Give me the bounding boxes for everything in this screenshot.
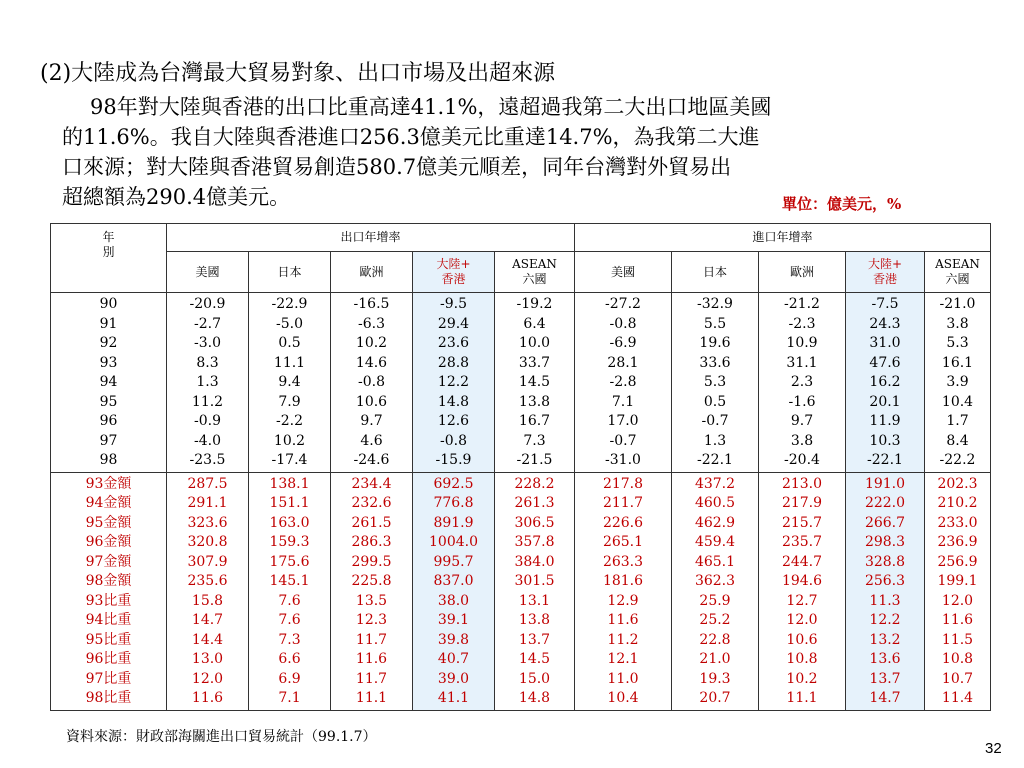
region-header-cell bbox=[413, 252, 495, 293]
table-value: 31.0 bbox=[869, 335, 901, 351]
table-value: 306.5 bbox=[514, 514, 555, 531]
table-value: -0.9 bbox=[194, 413, 221, 429]
table-value: 19.3 bbox=[699, 670, 731, 687]
table-value: 25.9 bbox=[699, 592, 731, 609]
table-value: 226.6 bbox=[602, 514, 644, 531]
table-value: 13.5 bbox=[355, 592, 388, 609]
table-value: 151.1 bbox=[269, 495, 310, 511]
value-cell bbox=[167, 293, 249, 473]
table-value: 11.2 bbox=[607, 631, 639, 648]
table-value: 11.1 bbox=[786, 690, 818, 706]
region-header-cell bbox=[846, 252, 925, 293]
table-value: 301.5 bbox=[514, 573, 555, 589]
table-value: 6.6 bbox=[278, 651, 301, 667]
table-value: 39.1 bbox=[437, 612, 470, 628]
table-value: -0.8 bbox=[358, 374, 385, 390]
table-value: -21.5 bbox=[516, 452, 553, 468]
table-value: -19.2 bbox=[516, 296, 553, 312]
table-value: 692.5 bbox=[433, 475, 474, 492]
table-value: 323.6 bbox=[187, 514, 228, 531]
table-value: 11.5 bbox=[941, 631, 974, 648]
value-cell bbox=[495, 293, 575, 473]
table-value: 13.8 bbox=[518, 393, 551, 410]
table-value: -0.8 bbox=[609, 315, 637, 332]
value-cell bbox=[846, 472, 925, 710]
table-value: 11.9 bbox=[869, 413, 901, 429]
table-value: -2.8 bbox=[609, 374, 637, 390]
value-cell bbox=[759, 293, 846, 473]
table-value: -21.0 bbox=[939, 296, 976, 312]
table-value: -31.0 bbox=[605, 452, 641, 468]
table-value: 225.8 bbox=[351, 573, 392, 589]
value-cell bbox=[575, 472, 672, 710]
region-header-cell bbox=[331, 252, 413, 293]
table-value: 12.1 bbox=[607, 651, 639, 667]
region-header-text: 大陸+ bbox=[436, 257, 471, 271]
table-value: 20.1 bbox=[869, 393, 901, 410]
table-value: 191.0 bbox=[864, 475, 906, 492]
table-value: 12.2 bbox=[869, 612, 901, 628]
table-value: 7.6 bbox=[278, 592, 301, 609]
table-value: 261.3 bbox=[514, 495, 555, 511]
table-value: 14.4 bbox=[191, 631, 224, 648]
table-value: 11.0 bbox=[607, 670, 639, 687]
table-value: 328.8 bbox=[864, 553, 906, 570]
paragraph-line: 超總額為290.4億美元。 bbox=[62, 185, 291, 209]
table-value: 38.0 bbox=[437, 592, 470, 609]
table-value: 256.9 bbox=[937, 553, 978, 570]
region-header-cell bbox=[167, 252, 249, 293]
table-value: 233.0 bbox=[937, 514, 978, 531]
region-header-text: 香港 bbox=[441, 272, 466, 286]
table-value: 28.1 bbox=[607, 354, 639, 371]
table-value: 298.3 bbox=[864, 534, 906, 550]
row-label: 94 bbox=[99, 374, 118, 390]
table-value: -4.0 bbox=[194, 432, 221, 449]
table-value: 384.0 bbox=[514, 553, 555, 570]
table-value: -2.2 bbox=[276, 413, 303, 429]
region-header-text: 歐洲 bbox=[789, 264, 814, 279]
value-cell bbox=[672, 293, 759, 473]
row-label: 95 bbox=[99, 393, 118, 410]
table-value: 1004.0 bbox=[429, 534, 478, 550]
table-value: 9.4 bbox=[278, 374, 301, 390]
row-label: 91 bbox=[99, 315, 118, 332]
amount-share-block bbox=[51, 472, 991, 710]
table-value: 7.6 bbox=[278, 612, 301, 628]
table-value: 12.9 bbox=[607, 592, 639, 609]
table-value: 7.1 bbox=[278, 690, 301, 706]
table-value: 23.6 bbox=[437, 335, 470, 351]
value-cell bbox=[413, 472, 495, 710]
table-value: -0.7 bbox=[701, 413, 729, 429]
table-value: 10.3 bbox=[869, 432, 901, 449]
table-value: 14.7 bbox=[869, 690, 901, 706]
table-value: 15.8 bbox=[191, 592, 224, 609]
table-value: 0.5 bbox=[703, 393, 727, 410]
region-header-text: 美國 bbox=[610, 264, 635, 279]
row-label: 95金額 bbox=[85, 514, 132, 531]
import-growth-header: 進口年增率 bbox=[575, 224, 991, 252]
value-cell bbox=[249, 472, 331, 710]
region-header-text: 美國 bbox=[195, 264, 220, 279]
table-value: -1.6 bbox=[788, 393, 816, 410]
table-value: 163.0 bbox=[269, 514, 310, 531]
table-value: 12.6 bbox=[437, 413, 470, 429]
table-value: 10.4 bbox=[941, 393, 974, 410]
table-value: 10.2 bbox=[786, 670, 818, 687]
table-value: 11.1 bbox=[355, 690, 388, 706]
table-value: 31.1 bbox=[786, 354, 818, 371]
region-header-text: ASEAN bbox=[935, 257, 980, 271]
table-value: 2.3 bbox=[790, 374, 814, 390]
row-label: 93 bbox=[99, 354, 118, 371]
year-header-cell bbox=[51, 224, 167, 293]
table-value: 299.5 bbox=[351, 553, 392, 570]
row-label: 92 bbox=[99, 335, 118, 351]
table-value: 837.0 bbox=[433, 573, 474, 589]
table-value: 7.9 bbox=[278, 393, 301, 410]
table-value: 33.6 bbox=[699, 354, 731, 371]
value-cell bbox=[331, 472, 413, 710]
table-value: 357.8 bbox=[514, 534, 555, 550]
table-value: 0.5 bbox=[278, 335, 301, 351]
table-value: 11.4 bbox=[941, 690, 974, 706]
row-label: 96 bbox=[99, 413, 118, 429]
paragraph-line: 口來源；對大陸與香港貿易創造580.7億美元順差，同年台灣對外貿易出 bbox=[62, 155, 732, 179]
table-value: 222.0 bbox=[864, 495, 906, 511]
value-cell bbox=[925, 293, 991, 473]
table-value: 1.7 bbox=[946, 413, 969, 429]
group-header-row bbox=[51, 224, 991, 252]
region-header-cell bbox=[759, 252, 846, 293]
table-value: 263.3 bbox=[602, 553, 644, 570]
year-header-line-1: 年 bbox=[102, 230, 115, 244]
table-value: -2.3 bbox=[788, 315, 816, 332]
table-value: 11.3 bbox=[869, 592, 901, 609]
table-value: 39.8 bbox=[437, 631, 470, 648]
table-value: 13.7 bbox=[518, 631, 551, 648]
table-value: 14.8 bbox=[518, 690, 551, 706]
value-cell bbox=[331, 293, 413, 473]
table-value: 1.3 bbox=[703, 432, 727, 449]
table-value: 175.6 bbox=[269, 553, 310, 570]
table-value: 286.3 bbox=[351, 534, 392, 550]
table-value: 891.9 bbox=[433, 514, 474, 531]
table-value: 12.0 bbox=[941, 592, 974, 609]
trade-table bbox=[50, 223, 991, 711]
table-value: 320.8 bbox=[187, 534, 228, 550]
table-value: 1.3 bbox=[196, 374, 219, 390]
unit-note: 單位：億美元，% bbox=[782, 195, 902, 213]
region-header-text: ASEAN bbox=[512, 257, 557, 271]
value-cell bbox=[249, 293, 331, 473]
region-header-row bbox=[51, 252, 991, 293]
table-value: 256.3 bbox=[864, 573, 906, 589]
table-value: 211.7 bbox=[602, 495, 644, 511]
table-value: 14.6 bbox=[355, 354, 388, 371]
table-value: 25.2 bbox=[699, 612, 731, 628]
table-value: 11.1 bbox=[273, 354, 306, 371]
table-value: 7.1 bbox=[611, 393, 635, 410]
table-value: 12.0 bbox=[786, 612, 818, 628]
table-value: 4.6 bbox=[360, 432, 383, 449]
value-cell bbox=[759, 472, 846, 710]
region-header-cell bbox=[575, 252, 672, 293]
table-value: 307.9 bbox=[187, 553, 228, 570]
table-value: 12.7 bbox=[786, 592, 818, 609]
table-value: -15.9 bbox=[435, 452, 472, 468]
table-value: 7.3 bbox=[523, 432, 546, 449]
table-value: 228.2 bbox=[514, 475, 555, 492]
table-value: 159.3 bbox=[269, 534, 310, 550]
value-cell bbox=[925, 472, 991, 710]
table-value: 462.9 bbox=[694, 514, 736, 531]
region-header-text: 六國 bbox=[945, 272, 970, 286]
table-value: -27.2 bbox=[605, 296, 641, 312]
table-value: 5.3 bbox=[703, 374, 727, 390]
table-value: 9.7 bbox=[790, 413, 814, 429]
table-value: 5.3 bbox=[946, 335, 969, 351]
value-cell bbox=[846, 293, 925, 473]
region-header-text: 大陸+ bbox=[867, 257, 903, 271]
row-label-cell bbox=[51, 293, 167, 473]
table-value: 235.7 bbox=[781, 534, 823, 550]
table-value: -6.9 bbox=[609, 335, 637, 351]
table-value: 10.7 bbox=[941, 670, 974, 687]
row-label-cell bbox=[51, 472, 167, 710]
table-value: 995.7 bbox=[433, 553, 474, 570]
table-value: 13.2 bbox=[869, 631, 901, 648]
table-value: 5.5 bbox=[703, 315, 727, 332]
table-value: 39.0 bbox=[437, 670, 470, 687]
table-value: 13.6 bbox=[869, 651, 901, 667]
table-value: 40.7 bbox=[437, 651, 470, 667]
table-value: 244.7 bbox=[781, 553, 823, 570]
table-value: 21.0 bbox=[699, 651, 731, 667]
table-value: 217.9 bbox=[781, 495, 823, 511]
table-value: 217.8 bbox=[602, 475, 644, 492]
table-value: 7.3 bbox=[278, 631, 301, 648]
value-cell bbox=[672, 472, 759, 710]
table-value: 14.5 bbox=[518, 651, 551, 667]
value-cell bbox=[167, 472, 249, 710]
table-value: 13.1 bbox=[518, 592, 551, 609]
table-value: 362.3 bbox=[694, 573, 736, 589]
table-value: 9.7 bbox=[360, 413, 383, 429]
table-value: 13.0 bbox=[191, 651, 224, 667]
row-label: 98 bbox=[99, 452, 118, 468]
table-value: -22.2 bbox=[939, 452, 976, 468]
table-value: 22.8 bbox=[699, 631, 731, 648]
table-value: 10.2 bbox=[273, 432, 306, 449]
table-value: 13.7 bbox=[869, 670, 901, 687]
export-growth-header: 出口年增率 bbox=[167, 224, 575, 252]
table-value: -5.0 bbox=[276, 315, 303, 332]
table-value: 776.8 bbox=[433, 495, 474, 511]
table-value: -0.8 bbox=[440, 432, 467, 449]
table-value: 236.9 bbox=[937, 534, 978, 550]
table-value: 11.7 bbox=[355, 631, 388, 648]
table-value: -16.5 bbox=[353, 296, 390, 312]
value-cell bbox=[495, 472, 575, 710]
table-value: 194.6 bbox=[781, 573, 823, 589]
paragraph-line: 98年對大陸與香港的出口比重高達41.1%，遠超過我第二大出口地區美國 bbox=[90, 95, 772, 119]
table-value: 465.1 bbox=[694, 553, 736, 570]
table-value: 287.5 bbox=[187, 475, 228, 492]
table-value: 181.6 bbox=[602, 573, 644, 589]
value-cell bbox=[413, 293, 495, 473]
region-header-cell bbox=[249, 252, 331, 293]
page-number: 32 bbox=[985, 740, 1002, 757]
table-value: 28.8 bbox=[437, 354, 470, 371]
table-value: 16.1 bbox=[941, 354, 974, 371]
table-value: 459.4 bbox=[694, 534, 736, 550]
table-value: -21.2 bbox=[784, 296, 820, 312]
row-label: 93比重 bbox=[85, 592, 132, 609]
table-value: 3.9 bbox=[946, 374, 969, 390]
table-value: -0.7 bbox=[609, 432, 637, 449]
table-value: 261.5 bbox=[351, 514, 392, 531]
table-value: 11.6 bbox=[191, 690, 224, 706]
table-value: 20.7 bbox=[699, 690, 731, 706]
table-value: 235.6 bbox=[187, 573, 228, 589]
row-label: 94比重 bbox=[85, 612, 132, 628]
table-value: 11.6 bbox=[941, 612, 974, 628]
paragraph-line: 的11.6%。我自大陸與香港進口256.3億美元比重達14.7%，為我第二大進 bbox=[62, 125, 760, 149]
row-label: 98比重 bbox=[85, 690, 132, 706]
table-value: 41.1 bbox=[437, 690, 470, 706]
table-value: 10.6 bbox=[786, 631, 818, 648]
table-value: 15.0 bbox=[518, 670, 551, 687]
table-value: 14.8 bbox=[437, 393, 470, 410]
table-value: 33.7 bbox=[518, 354, 551, 371]
table-value: 17.0 bbox=[607, 413, 639, 429]
table-value: 213.0 bbox=[781, 475, 823, 492]
region-header-cell bbox=[925, 252, 991, 293]
table-value: 10.8 bbox=[941, 651, 974, 667]
table-value: -23.5 bbox=[189, 452, 226, 468]
source-note: 資料來源：財政部海關進出口貿易統計（99.1.7） bbox=[66, 729, 377, 745]
table-value: 47.6 bbox=[869, 354, 901, 371]
table-value: -9.5 bbox=[440, 296, 467, 312]
table-value: 266.7 bbox=[864, 514, 906, 531]
table-value: 460.5 bbox=[694, 495, 736, 511]
value-cell bbox=[575, 293, 672, 473]
table-value: -22.9 bbox=[271, 296, 308, 312]
region-header-text: 日本 bbox=[277, 264, 302, 279]
table-value: 29.4 bbox=[437, 315, 470, 332]
table-value: 13.8 bbox=[518, 612, 551, 628]
region-header-text: 日本 bbox=[702, 264, 727, 279]
row-label: 97比重 bbox=[85, 670, 132, 687]
table-value: 10.6 bbox=[355, 393, 388, 410]
table-value: 3.8 bbox=[946, 315, 969, 332]
table-value: 10.8 bbox=[786, 651, 818, 667]
table-value: 16.7 bbox=[518, 413, 551, 429]
table-value: 291.1 bbox=[187, 495, 228, 511]
table-value: 10.4 bbox=[607, 690, 639, 706]
table-value: 10.0 bbox=[518, 335, 551, 351]
table-value: -7.5 bbox=[871, 296, 899, 312]
table-value: 8.4 bbox=[946, 432, 969, 449]
table-value: 11.6 bbox=[355, 651, 388, 667]
table-value: 3.8 bbox=[790, 432, 814, 449]
table-value: -22.1 bbox=[697, 452, 733, 468]
region-header-text: 香港 bbox=[872, 272, 897, 286]
table-value: 11.6 bbox=[607, 612, 639, 628]
table-value: 24.3 bbox=[869, 315, 901, 332]
table-value: 19.6 bbox=[699, 335, 731, 351]
row-label: 96比重 bbox=[85, 651, 132, 667]
table-value: -22.1 bbox=[867, 452, 903, 468]
table-value: 11.2 bbox=[191, 393, 224, 410]
year-header-line-2: 別 bbox=[102, 245, 115, 259]
table-value: 232.6 bbox=[351, 495, 392, 511]
table-value: -3.0 bbox=[194, 335, 221, 351]
row-label: 95比重 bbox=[85, 631, 132, 648]
table-value: 14.7 bbox=[191, 612, 224, 628]
region-header-cell bbox=[672, 252, 759, 293]
table-value: 437.2 bbox=[694, 475, 736, 492]
table-value: 14.5 bbox=[518, 374, 551, 390]
table-value: 210.2 bbox=[937, 495, 978, 511]
table-value: -6.3 bbox=[358, 315, 385, 332]
table-value: 215.7 bbox=[781, 514, 823, 531]
region-header-text: 歐洲 bbox=[359, 264, 384, 279]
table-value: 10.2 bbox=[355, 335, 388, 351]
row-label: 97 bbox=[99, 432, 118, 449]
table-value: 10.9 bbox=[786, 335, 818, 351]
table-value: 199.1 bbox=[937, 573, 978, 589]
table-value: 12.2 bbox=[437, 374, 470, 390]
table-value: -17.4 bbox=[271, 452, 308, 468]
row-label: 97金額 bbox=[85, 553, 132, 570]
table-value: 8.3 bbox=[196, 354, 219, 371]
table-value: -20.4 bbox=[784, 452, 820, 468]
row-label: 96金額 bbox=[85, 534, 132, 550]
growth-rate-block bbox=[51, 293, 991, 473]
table-value: 145.1 bbox=[269, 573, 310, 589]
table-value: 12.3 bbox=[355, 612, 388, 628]
region-header-cell bbox=[495, 252, 575, 293]
table-value: 138.1 bbox=[269, 475, 310, 492]
table-value: 16.2 bbox=[869, 374, 901, 390]
table-value: 12.0 bbox=[191, 670, 224, 687]
row-label: 90 bbox=[99, 296, 118, 312]
row-label: 98金額 bbox=[85, 573, 132, 589]
table-value: 265.1 bbox=[602, 534, 644, 550]
table-value: 6.4 bbox=[523, 315, 546, 332]
table-value: -2.7 bbox=[194, 315, 221, 332]
table-body bbox=[51, 224, 991, 711]
table-value: 11.7 bbox=[355, 670, 388, 687]
row-label: 93金額 bbox=[85, 475, 132, 492]
table-value: -20.9 bbox=[189, 296, 226, 312]
table-value: -24.6 bbox=[353, 452, 390, 468]
row-label: 94金額 bbox=[85, 495, 132, 511]
slide-title: (2)大陸成為台灣最大貿易對象、出口市場及出超來源 bbox=[40, 61, 556, 86]
table-value: 6.9 bbox=[278, 670, 301, 687]
region-header-text: 六國 bbox=[522, 272, 547, 286]
table-value: 202.3 bbox=[937, 475, 978, 492]
table-value: -32.9 bbox=[697, 296, 733, 312]
table-value: 234.4 bbox=[351, 475, 392, 492]
